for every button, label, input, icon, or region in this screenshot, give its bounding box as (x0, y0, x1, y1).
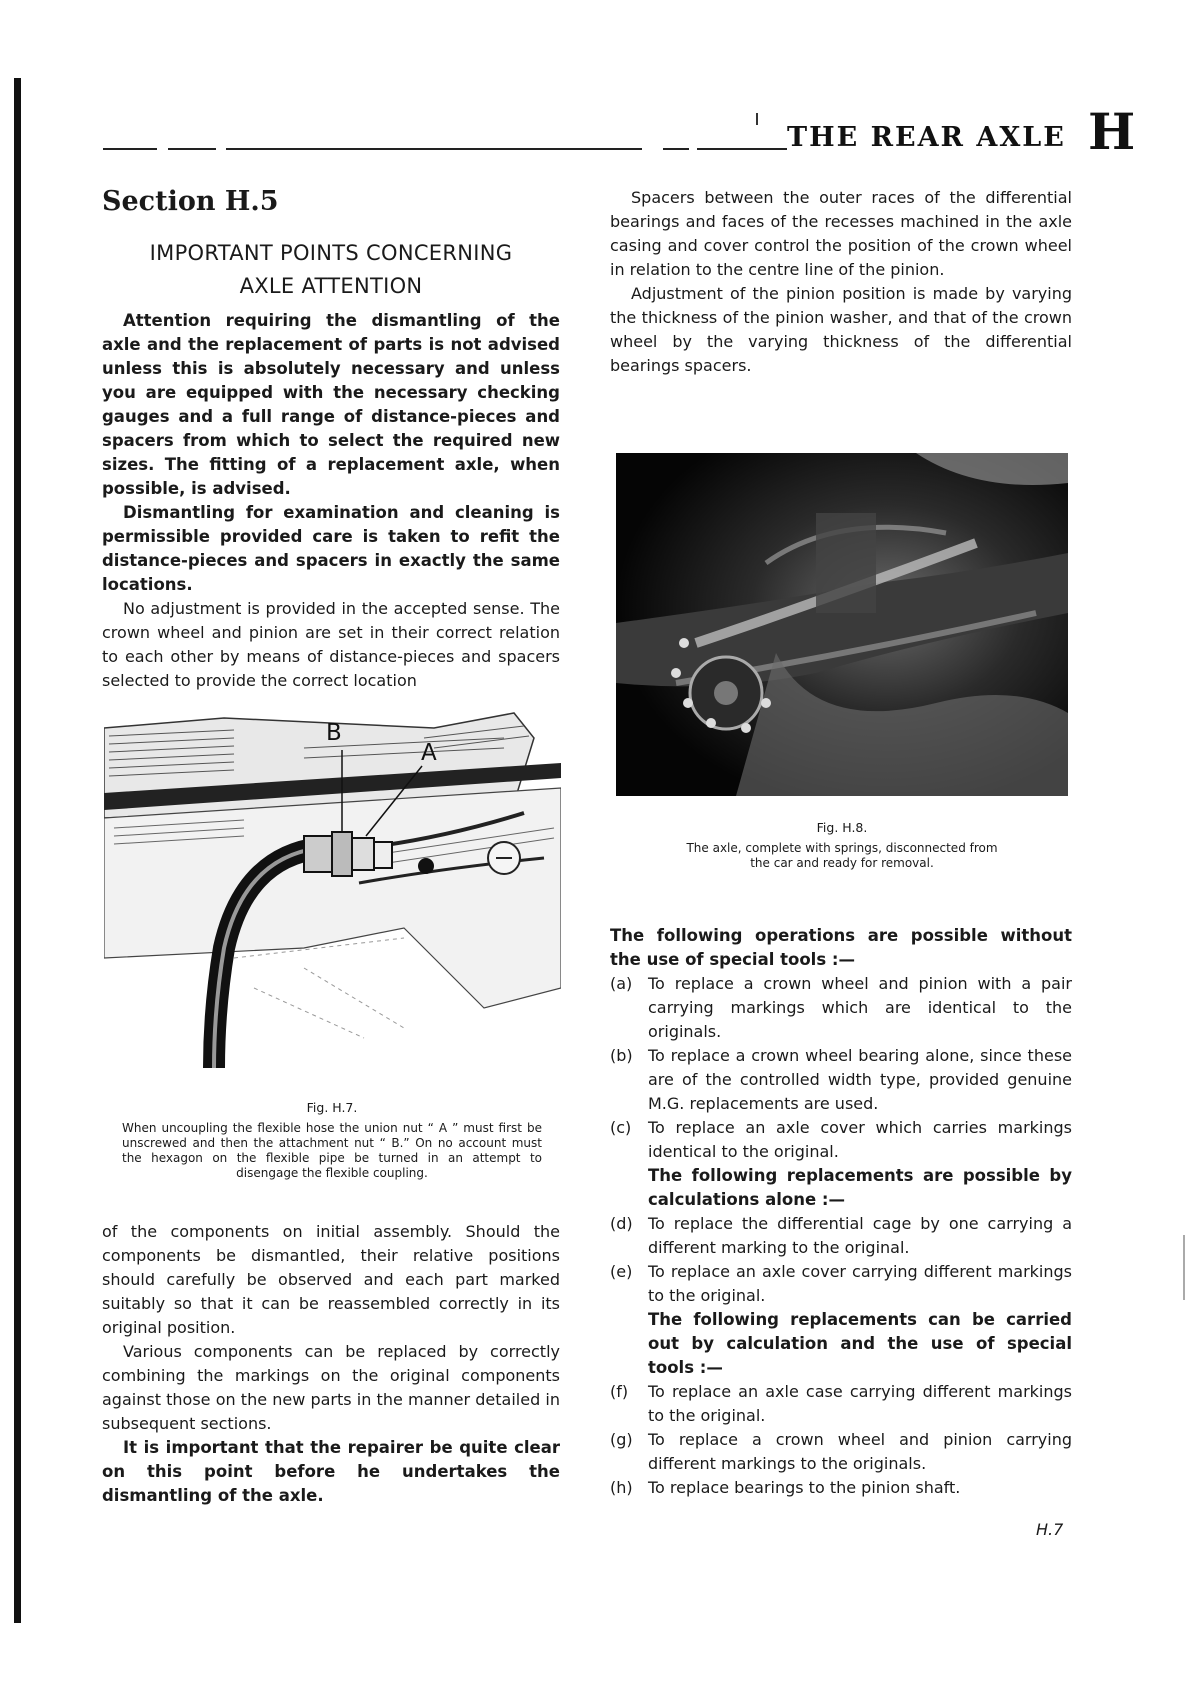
operations-list-f-h (610, 1380, 1072, 1500)
subheading-line-1: IMPORTANT POINTS CONCERNING (149, 241, 513, 265)
list-item (610, 1428, 1072, 1476)
item-label: (c) (610, 1118, 632, 1137)
header-rule-segment (103, 148, 157, 150)
label-a: A (421, 740, 437, 766)
axle-photo (616, 453, 1068, 796)
item-text: To replace the differential cage by one carrying a different marking to the original. (648, 1214, 1072, 1257)
operations-list-d-e (610, 1212, 1072, 1308)
item-label: (g) (610, 1430, 633, 1449)
item-text: To replace an axle cover carrying different markings to the original. (648, 1262, 1072, 1305)
item-label: (b) (610, 1046, 633, 1065)
item-text: To replace a crown wheel and pinion with a pair carrying markings which are identical to the originals. (648, 974, 1072, 1041)
item-text: To replace bearings to the pinion shaft. (648, 1478, 961, 1497)
paragraph: Dismantling for examination and cleaning is permissible provided care is taken to refit the distance-pieces and spacers in exactly the same locations. (102, 503, 560, 594)
list-item (610, 1116, 1072, 1164)
header-rule-segment (697, 148, 787, 150)
label-b: B (326, 720, 342, 746)
special-tools-heading: The following replacements can be carried out by calculation and the use of special tools :— (648, 1310, 1072, 1377)
left-column (102, 186, 560, 693)
right-column (610, 186, 1072, 378)
section-title: Section H.5 (102, 186, 279, 217)
paragraph: Spacers between the outer races of the differential bearings and faces of the recesses machined in the axle casing and cover control the position of the crown wheel in relation to the centre line of the pinion. (610, 188, 1072, 279)
header-rule-segment (226, 148, 642, 150)
list-item (610, 1260, 1072, 1308)
figure-number: Fig. H.7. (306, 1100, 358, 1115)
figure-h7-caption (122, 1100, 542, 1181)
item-label: (f) (610, 1382, 629, 1401)
paragraph: Adjustment of the pinion position is made by varying the thickness of the pinion washer, and that of the crown wheel by the varying thickness of the differential bearings spacers. (610, 284, 1072, 375)
header-rule-segment (168, 148, 216, 150)
item-text: To replace a crown wheel and pinion carrying different markings to the originals. (648, 1430, 1072, 1473)
figure-h7 (104, 708, 561, 1073)
figure-caption-line: the car and ready for removal. (750, 856, 934, 870)
operations-list-a-c (610, 972, 1072, 1164)
figure-caption-line: The axle, complete with springs, disconnected from (686, 841, 998, 855)
page-binding-edge (14, 78, 21, 1623)
left-column-continued (102, 1220, 560, 1508)
paragraph: Various components can be replaced by correctly combining the markings on the original components against those on the new parts in the manner detailed in subsequent sections. (102, 1342, 560, 1433)
list-item (610, 1380, 1072, 1428)
figure-caption: When uncoupling the flexible hose the union nut “ A ” must first be unscrewed and then the attachment nut “ B.” On no account must the hexagon on the flexible pipe be turned in an attempt to disengage the flexible coupling. (122, 1121, 542, 1180)
header-tick-mark (756, 113, 758, 125)
item-text: To replace a crown wheel bearing alone, since these are of the controlled width type, provided genuine M.G. replacements are used. (648, 1046, 1072, 1113)
operations-heading: The following operations are possible without the use of special tools :— (610, 926, 1072, 969)
list-item (610, 1212, 1072, 1260)
paragraph: No adjustment is provided in the accepted sense. The crown wheel and pinion are set in their correct relation to each other by means of distance-pieces and spacers selected to provide the correct location (102, 599, 560, 690)
calculations-heading: The following replacements are possible by calculations alone :— (648, 1166, 1072, 1209)
subheading-line-2: AXLE ATTENTION (239, 274, 423, 298)
figure-h8-caption (616, 820, 1068, 871)
page-edge-mark (1183, 1235, 1185, 1300)
figure-number: Fig. H.8. (816, 820, 868, 835)
item-label: (a) (610, 974, 633, 993)
list-item (610, 1476, 1072, 1500)
header-rule-segment (663, 148, 689, 150)
paragraph: of the components on initial assembly. Should the components be dismantled, their relative positions should carefully be observed and each part marked suitably so that it can be reassembled correctly in its original position. (102, 1222, 560, 1337)
paragraph: It is important that the repairer be quite clear on this point before he undertakes the dismantling of the axle. (102, 1438, 560, 1505)
section-letter: H (1088, 102, 1136, 161)
item-label: (h) (610, 1478, 633, 1497)
item-label: (d) (610, 1214, 633, 1233)
page-number: H.7 (1036, 1520, 1064, 1539)
item-text: To replace an axle cover which carries markings identical to the original. (648, 1118, 1072, 1161)
hose-union-illustration (104, 708, 561, 1073)
item-label: (e) (610, 1262, 633, 1281)
operations-section (610, 924, 1072, 1500)
paragraph: Attention requiring the dismantling of the axle and the replacement of parts is not advised unless this is absolutely necessary and unless you are equipped with the necessary checking gauges and a full range of distance-pieces and spacers from which to select the required new sizes. The fitting of a replacement axle, when possible, is advised. (102, 311, 560, 498)
item-text: To replace an axle case carrying different markings to the original. (648, 1382, 1072, 1425)
list-item (610, 972, 1072, 1044)
running-header-title: THE REAR AXLE (787, 122, 1066, 153)
list-item (610, 1044, 1072, 1116)
figure-h8 (616, 453, 1068, 796)
